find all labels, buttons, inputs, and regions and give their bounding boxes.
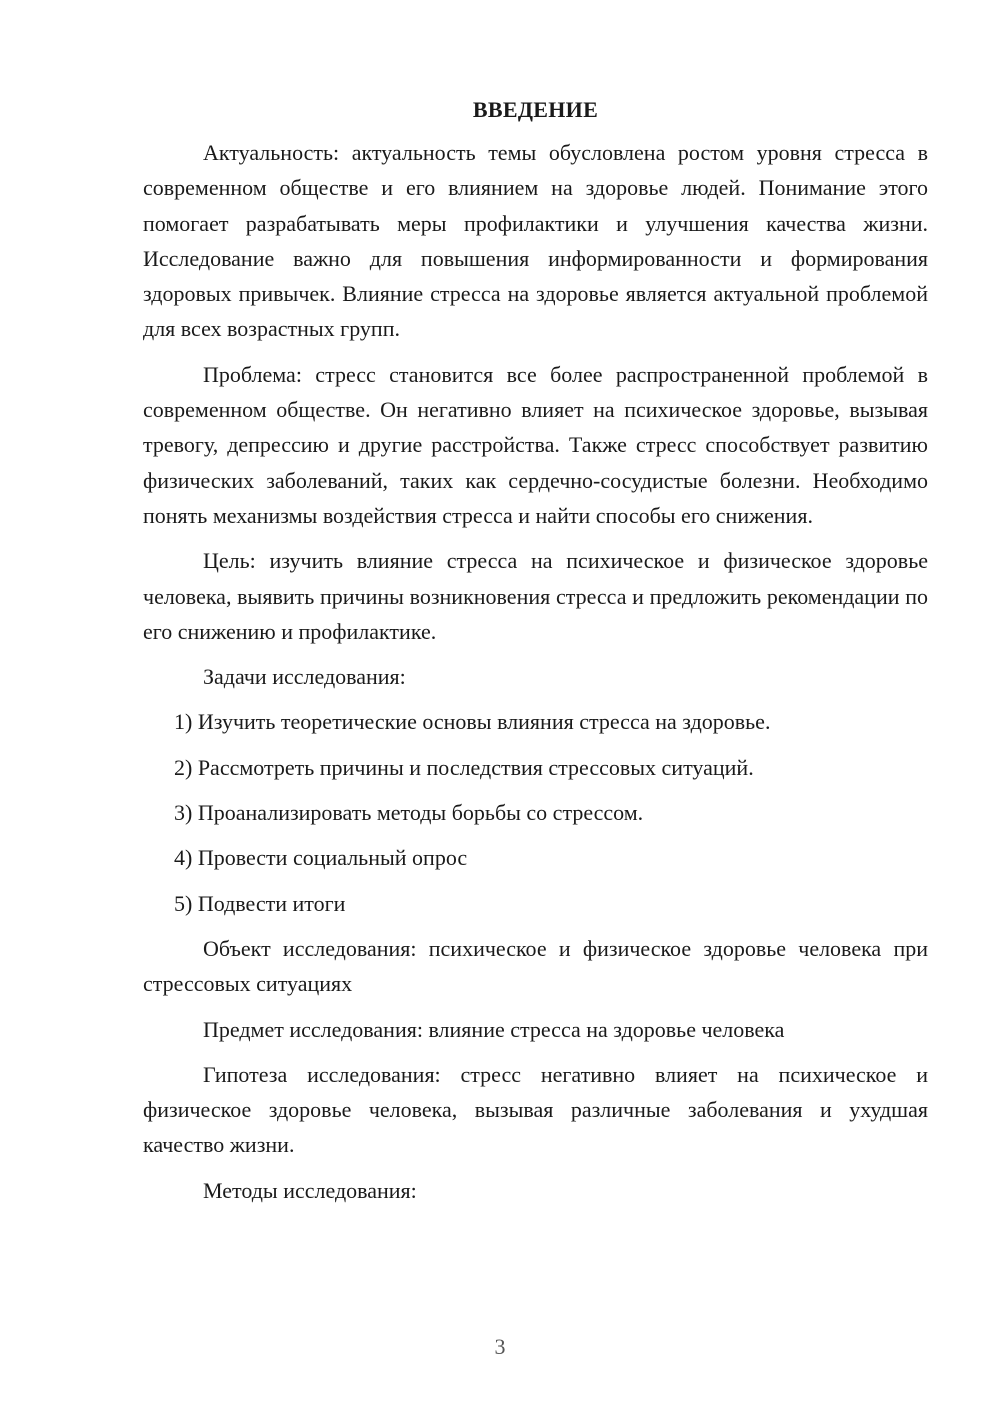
paragraph-relevance: Актуальность: актуальность темы обусловлена ростом уровня стресса в современном обществе и его влиянием на здоровье людей. Понимание этого помогает разрабатывать меры профилактики и улучшения качества жизни. Исследование важно для повышения информированности и формирования здоровых привычек. Влияние стресса на здоровье является актуальной проблемой для всех возрастных групп. bbox=[143, 140, 928, 342]
methods-heading: Методы исследования: bbox=[203, 1177, 417, 1203]
paragraph-object: Объект исследования: психическое и физическое здоровье человека при стрессовых ситуациях bbox=[143, 935, 928, 997]
list-item: 1) Изучить теоретические основы влияния стресса на здоровье. bbox=[174, 709, 771, 735]
paragraph-problem: Проблема: стресс становится все более распространенной проблемой в современном обществе. Он негативно влияет на психическое здоровье, вызывая тревогу, депрессию и другие расстройства. Также стресс способствует развитию физических заболеваний, таких как сердечно-сосудистые болезни. Необходимо понять механизмы воздействия стресса и найти способы его снижения. bbox=[143, 361, 928, 528]
document-page bbox=[143, 95, 928, 1218]
page-number: 3 bbox=[494, 1334, 506, 1359]
paragraph-hypothesis: Гипотеза исследования: стресс негативно влияет на психическое и физическое здоровье человека, вызывая различные заболевания и ухудшая качество жизни. bbox=[143, 1061, 928, 1158]
list-item: 4) Провести социальный опрос bbox=[174, 845, 468, 871]
paragraph-goal: Цель: изучить влияние стресса на психическое и физическое здоровье человека, выявить причины возникновения стресса и предложить рекомендации по его снижению и профилактике. bbox=[143, 548, 928, 644]
page-title: ВВЕДЕНИЕ bbox=[472, 97, 599, 122]
list-item: 5) Подвести итоги bbox=[174, 890, 346, 916]
list-item: 2) Рассмотреть причины и последствия стрессовых ситуаций. bbox=[174, 754, 754, 780]
paragraph-subject: Предмет исследования: влияние стресса на здоровье человека bbox=[203, 1016, 785, 1042]
tasks-heading: Задачи исследования: bbox=[203, 664, 406, 690]
list-item: 3) Проанализировать методы борьбы со стрессом. bbox=[174, 800, 644, 826]
